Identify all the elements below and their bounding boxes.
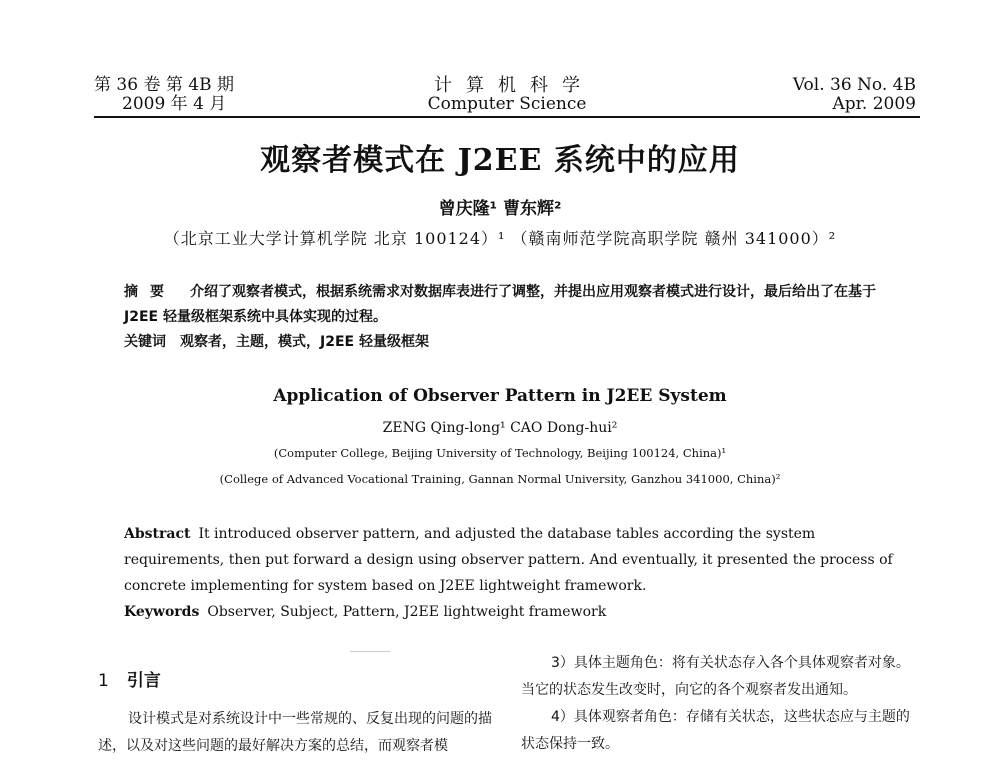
author-affiliations: （北京工业大学计算机学院 北京 100124）¹ （赣南师范学院高职学院 赣州 341000）² [163, 229, 837, 248]
abstract-en-label: Abstract [124, 526, 191, 542]
header-rule [94, 116, 920, 118]
running-header [94, 76, 920, 116]
volume-issue: 第 36 卷 第 4B 期 [94, 75, 234, 95]
intro-paragraph: 设计模式是对系统设计中一些常规的、反复出现的问题的描述，以及对这些问题的最好解决方案的总结，而观察者模 [98, 711, 492, 754]
section-title: 引言 [126, 671, 161, 691]
english-authors: ZENG Qing-long¹ CAO Dong-hui² [382, 420, 618, 436]
journal-volume-en [793, 76, 916, 114]
keywords-cn-block [124, 330, 904, 355]
abstract-en-block [124, 521, 914, 599]
abstract-cn-text: 介绍了观察者模式，根据系统需求对数据库表进行了调整，并提出应用观察者模式进行设计，最后给出了在基于 J2EE 轻量级框架系统中具体实现的过程。 [124, 284, 876, 325]
keywords-en-text: Observer, Subject, Pattern, J2EE lightweight framework [207, 604, 607, 620]
english-affiliation-2: (College of Advanced Vocational Training, Gannan Normal University, Ganzhou 341000, China)² [219, 472, 781, 486]
chinese-abstract [124, 280, 904, 355]
body-right-column [521, 650, 921, 758]
abstract-cn-label: 摘要 [124, 284, 176, 300]
body-left-column [98, 666, 503, 760]
keywords-cn-text: 观察者，主题，模式，J2EE 轻量级框架 [180, 334, 429, 350]
section-heading [98, 666, 503, 696]
keywords-en-block [124, 599, 914, 625]
paper-title: 观察者模式在 J2EE 系统中的应用 [260, 143, 740, 178]
issue-date-en: Apr. 2009 [832, 94, 916, 114]
role-item-4: 4）具体观察者角色：存储有关状态，这些状态应与主题的状态保持一致。 [521, 709, 910, 752]
section-number: 1 [98, 671, 109, 691]
english-title: Application of Observer Pattern in J2EE System [273, 386, 727, 406]
english-affiliation-1: (Computer College, Beijing University of Technology, Beijing 100124, China)¹ [273, 446, 727, 460]
abstract-cn-block [124, 280, 904, 330]
abstract-en-text: It introduced observer pattern, and adjusted the database tables according the system requirements, then put forward a design using observer pattern. And eventually, it presented the process of concrete implementing for system based on J2EE lightweight framework. [124, 526, 893, 594]
english-abstract [124, 521, 914, 625]
keywords-cn-label: 关键词 [124, 334, 166, 350]
issue-date-cn: 2009 年 4 月 [122, 94, 227, 114]
volume-issue-en: Vol. 36 No. 4B [792, 75, 916, 95]
role-item-3: 3）具体主题角色：将有关状态存入各个具体观察者对象。当它的状态发生改变时，向它的各个观察者发出通知。 [521, 655, 910, 698]
journal-name-cn: 计算机科学 [434, 75, 594, 96]
keywords-en-label: Keywords [124, 604, 200, 620]
author-list: 曾庆隆¹ 曹东辉² [438, 199, 562, 219]
journal-name-en: Computer Science [427, 94, 587, 114]
section-divider [350, 651, 390, 652]
